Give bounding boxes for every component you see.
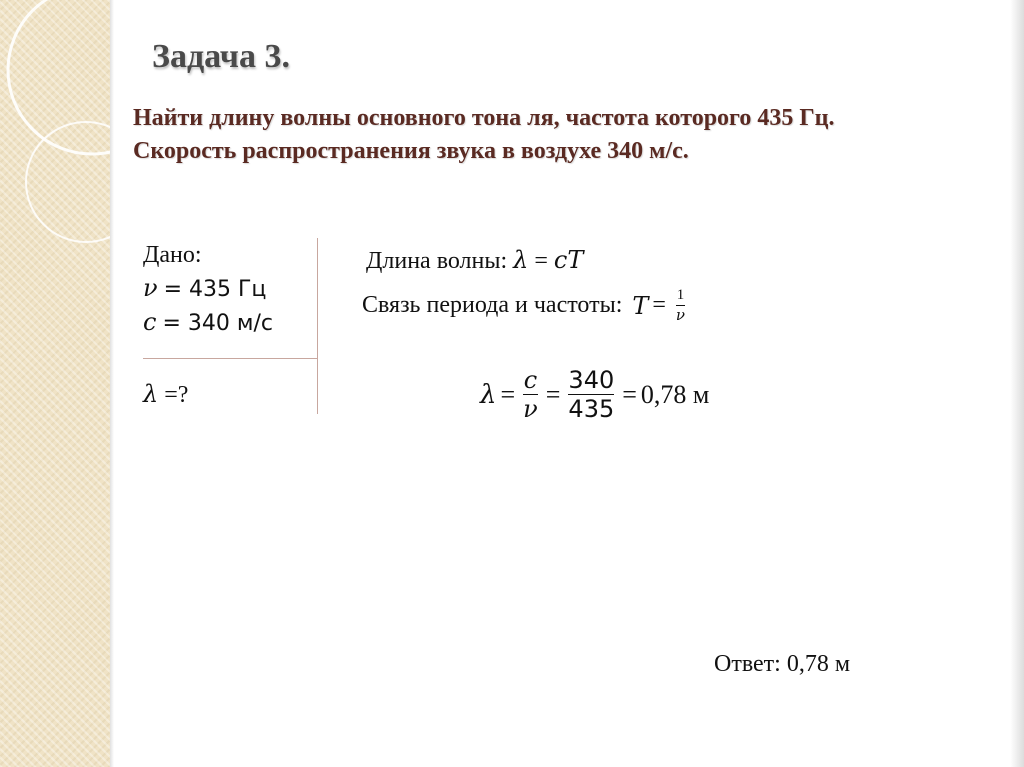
- nu-symbol: ν: [143, 274, 158, 302]
- answer-value: 0,78 м: [786, 651, 851, 677]
- period-fraction: [676, 288, 685, 323]
- period-frequency-formula: [362, 288, 685, 323]
- calc-lhs: λ: [480, 379, 497, 410]
- given-frequency: [143, 272, 273, 306]
- calc-eq1: =: [500, 379, 516, 409]
- period-label: Связь периода и частоты:: [362, 292, 623, 318]
- period-fraction-num: 1: [676, 287, 685, 303]
- calc-frac1-den: ν: [523, 395, 538, 423]
- answer: [714, 651, 850, 678]
- given-speed: [143, 306, 273, 340]
- given-label: Дано:: [143, 242, 202, 268]
- wavelength-rhs: cT: [553, 246, 584, 274]
- calc-eq3: =: [622, 379, 637, 409]
- calculation-formula: [480, 368, 709, 421]
- given-block: [143, 239, 273, 340]
- given-vertical-divider: [317, 238, 318, 414]
- unknown-quantity: [143, 380, 188, 409]
- calc-frac1-num: c: [523, 366, 538, 394]
- c-symbol: c: [143, 308, 157, 336]
- calc-eq2: =: [545, 379, 561, 409]
- decorative-side-band: [0, 0, 110, 767]
- answer-label: Ответ:: [714, 651, 781, 677]
- wavelength-lhs: λ: [513, 246, 529, 274]
- period-lhs: T: [632, 291, 649, 320]
- period-eq: =: [652, 292, 666, 318]
- unknown-value: =?: [164, 382, 189, 408]
- period-fraction-den: ν: [675, 306, 686, 324]
- right-edge-shadow: [1010, 0, 1024, 767]
- calc-frac2-den: 435: [568, 395, 615, 423]
- calc-result: 0,78 м: [640, 379, 710, 409]
- nu-value: = 435 Гц: [163, 277, 267, 302]
- c-value: = 340 м/с: [162, 311, 273, 336]
- band-edge-shadow: [110, 0, 114, 767]
- calc-fraction-2: [568, 368, 614, 421]
- slide-title: Задача 3.: [152, 38, 290, 75]
- wavelength-formula: [366, 246, 583, 275]
- problem-line-2: Скорость распространения звука в воздухе 340 м/с.: [133, 138, 689, 164]
- calc-fraction-1: [523, 368, 538, 421]
- lambda-symbol: λ: [143, 380, 159, 408]
- decorative-circles: [0, 0, 110, 767]
- wavelength-eq: =: [534, 248, 548, 274]
- problem-line-1: Найти длину волны основного тона ля, частота которого 435 Гц.: [133, 105, 835, 131]
- wavelength-label: Длина волны:: [366, 248, 508, 274]
- calc-frac2-num: 340: [568, 366, 615, 394]
- given-horizontal-divider: [143, 358, 318, 359]
- problem-statement: [133, 102, 993, 168]
